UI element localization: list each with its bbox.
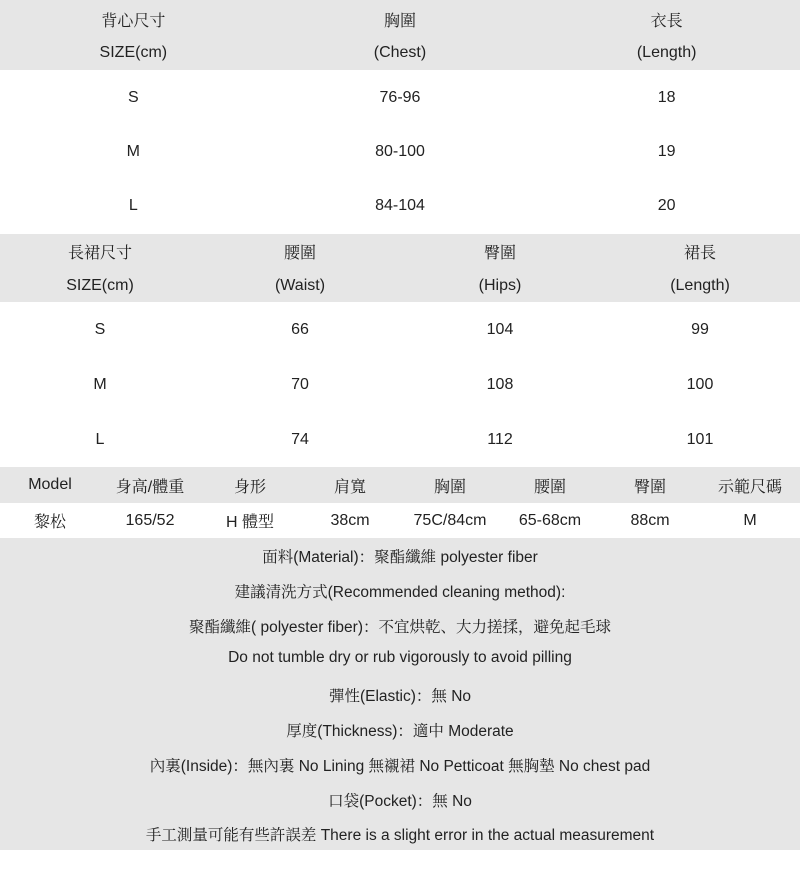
- skirt-table-header-en: [0, 273, 800, 299]
- size-cell: L: [95, 431, 105, 448]
- header-cell: (Hips): [478, 277, 522, 294]
- header-cell: 背心尺寸: [101, 12, 166, 30]
- chest-cell: 80-100: [375, 143, 425, 160]
- shoulder-cell: 38cm: [330, 511, 370, 529]
- header-cell: 衣長: [650, 12, 683, 30]
- hips-cell: 108: [486, 376, 514, 393]
- hips-cell: 112: [487, 431, 513, 448]
- header-cell: 胸圍: [433, 478, 466, 496]
- header-cell: Model: [28, 476, 72, 493]
- table-row: [0, 426, 800, 454]
- size-cell: S: [94, 321, 106, 338]
- demo-size-cell: M: [743, 511, 757, 529]
- hips-cell: 104: [486, 321, 514, 338]
- size-cell: L: [128, 197, 138, 214]
- header-cell: 臀圍: [483, 244, 516, 262]
- header-cell: 身高/體重: [115, 478, 185, 496]
- header-cell: (Chest): [373, 44, 427, 61]
- header-cell: 胸圍: [383, 12, 416, 30]
- model-table-header-row: [0, 467, 800, 503]
- waist-cell: 74: [291, 431, 309, 448]
- length-cell: 99: [691, 321, 709, 338]
- skirt-table-header-zh: [0, 238, 800, 264]
- inside-line: 內裏(Inside)：無內裏 No Lining 無襯裙 No Petticoat 無胸墊 No chest pad: [149, 758, 651, 775]
- chest-cell: 75C/84cm: [413, 511, 487, 529]
- length-cell: 100: [686, 376, 714, 393]
- model-name-cell: 黎松: [33, 514, 66, 531]
- table-row: [0, 316, 800, 344]
- cleaning-zh-line: 聚酯纖維( polyester fiber)：不宜烘乾、大力搓揉，避免起毛球: [189, 619, 611, 636]
- header-cell: (Waist): [274, 277, 326, 294]
- height-weight-cell: 165/52: [125, 511, 175, 529]
- chest-cell: 76-96: [379, 89, 421, 106]
- size-cell: M: [126, 143, 140, 160]
- header-cell: SIZE(cm): [99, 44, 168, 61]
- header-cell: 示範尺碼: [717, 478, 782, 496]
- header-cell: 肩寬: [333, 478, 366, 496]
- header-cell: (Length): [636, 44, 697, 61]
- table-row: [0, 138, 800, 166]
- length-cell: 19: [657, 143, 676, 160]
- table-row: [0, 503, 800, 538]
- hips-cell: 88cm: [630, 511, 670, 529]
- header-cell: SIZE(cm): [66, 277, 134, 294]
- material-line: 面料(Material)：聚酯纖維 polyester fiber: [262, 549, 538, 566]
- table-row: [0, 84, 800, 112]
- length-cell: 18: [657, 89, 676, 106]
- cleaning-title-line: 建議清洗方式(Recommended cleaning method):: [234, 584, 566, 601]
- waist-cell: 65-68cm: [518, 511, 582, 529]
- waist-cell: 70: [291, 376, 309, 393]
- cleaning-en-line: Do not tumble dry or rub vigorously to avoid pilling: [228, 649, 572, 666]
- header-cell: 裙長: [683, 244, 716, 262]
- chest-cell: 84-104: [375, 197, 425, 214]
- waist-cell: 66: [291, 321, 309, 338]
- body-shape-cell: H 體型: [225, 514, 274, 531]
- header-cell: 腰圍: [533, 478, 566, 496]
- thickness-line: 厚度(Thickness)：適中 Moderate: [286, 723, 514, 740]
- header-cell: 身形: [233, 478, 266, 496]
- header-cell: 腰圍: [283, 244, 316, 262]
- elastic-line: 彈性(Elastic)：無 No: [328, 688, 472, 705]
- size-cell: S: [127, 89, 139, 106]
- pocket-line: 口袋(Pocket)：無 No: [328, 793, 472, 810]
- top-table-header-zh: [0, 6, 800, 32]
- header-cell: 長裙尺寸: [67, 244, 132, 262]
- header-cell: 臀圍: [633, 478, 666, 496]
- length-cell: 101: [686, 431, 714, 448]
- top-table-header-en: [0, 40, 800, 66]
- size-cell: M: [93, 376, 107, 393]
- table-row: [0, 192, 800, 220]
- length-cell: 20: [657, 197, 676, 214]
- header-cell: (Length): [670, 277, 730, 294]
- measurement-note-line: 手工測量可能有些許誤差 There is a slight error in the actual measurement: [145, 827, 655, 844]
- table-row: [0, 371, 800, 399]
